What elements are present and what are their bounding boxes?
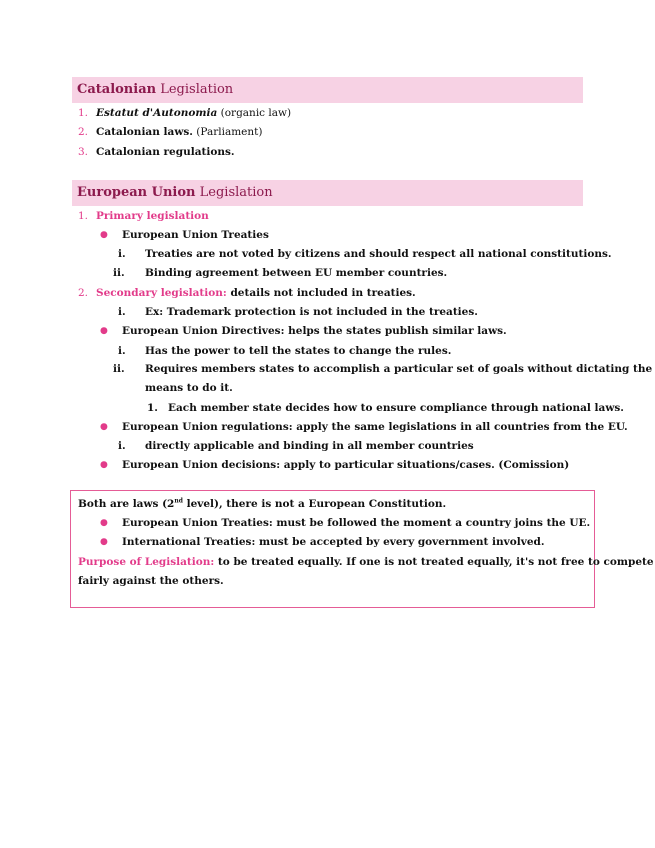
summary-line-1-a: Both are laws (2	[78, 498, 175, 510]
summary-bullet-1: European Union Treaties: must be followed the moment a country joins the UE.	[122, 517, 591, 529]
catalonian-heading	[72, 77, 583, 103]
secondary-number: 2.	[78, 287, 89, 299]
directives-line	[122, 324, 507, 338]
directives-item-1: Has the power to tell the states to change the rules.	[145, 345, 452, 357]
bullet-icon: ●	[100, 230, 108, 240]
example-rest: Trademark protection is not included in the treaties.	[163, 306, 478, 318]
bullet-icon: ●	[100, 537, 108, 547]
directives-sub-marker: 1.	[147, 402, 158, 414]
decisions-line	[122, 458, 569, 472]
example-marker: i.	[118, 306, 126, 318]
directives-item-1-marker: i.	[118, 345, 126, 357]
treaties-item-2: Binding agreement between EU member countries.	[145, 267, 448, 279]
directives-sub-item: Each member state decides how to ensure compliance through national laws.	[168, 402, 624, 414]
secondary-line	[96, 286, 416, 300]
catalonian-item-1-number: 1.	[78, 107, 89, 119]
catalonian-item-2-number: 2.	[78, 126, 89, 138]
bullet-icon: ●	[100, 460, 108, 470]
directives-item-2-cont: means to do it.	[145, 382, 233, 394]
secondary-label-rest: details not included in treaties.	[226, 287, 416, 299]
bullet-icon: ●	[100, 422, 108, 432]
directives-item-2: Requires members states to accomplish a particular set of goals without dictating the	[145, 363, 653, 375]
treaties-item-1: Treaties are not voted by citizens and should respect all national constitutions.	[145, 248, 612, 260]
regulations-line	[122, 420, 628, 434]
primary-number: 1.	[78, 210, 89, 222]
purpose-label: Purpose of Legislation:	[78, 556, 215, 568]
directives-rest: helps the states publish similar laws.	[284, 325, 507, 337]
example-bold: Ex:	[145, 306, 164, 318]
summary-line-1-b: level), there is not a European Constitution.	[182, 498, 447, 510]
eu-heading-rest: Legislation	[195, 185, 273, 200]
example-line	[145, 305, 478, 319]
catalonian-item-1	[96, 106, 291, 120]
catalonian-item-3-number: 3.	[78, 146, 89, 158]
decisions-bold: European Union decisions:	[122, 459, 281, 471]
catalonian-item-1-rest: (organic law)	[217, 107, 292, 119]
summary-line-1-sup: nd	[174, 497, 183, 505]
treaties-item-1-marker: i.	[118, 248, 126, 260]
purpose-line-2: fairly against the others.	[78, 575, 224, 587]
catalonian-heading-bold: Catalonian	[77, 82, 157, 97]
regulations-item: directly applicable and binding in all member countries	[145, 440, 474, 452]
catalonian-item-2-rest: (Parliament)	[192, 126, 263, 138]
catalonian-item-3-bold: Catalonian regulations.	[96, 146, 235, 158]
bullet-icon: ●	[100, 518, 108, 528]
catalonian-item-3	[96, 145, 235, 159]
regulations-item-marker: i.	[118, 440, 126, 452]
purpose-line	[78, 555, 654, 569]
eu-treaties-bullet: European Union Treaties	[122, 229, 269, 241]
decisions-rest: apply to particular situations/cases. (Comission)	[280, 459, 570, 471]
directives-item-2-marker: ii.	[113, 363, 125, 375]
treaties-item-2-marker: ii.	[113, 267, 125, 279]
directives-bold: European Union Directives:	[122, 325, 285, 337]
secondary-label: Secondary legislation:	[96, 287, 227, 299]
eu-heading	[72, 180, 583, 206]
eu-heading-bold: European Union	[77, 185, 196, 200]
catalonian-item-2	[96, 125, 262, 139]
bullet-icon: ●	[100, 326, 108, 336]
regulations-rest: apply the same legislations in all countries from the EU.	[292, 421, 628, 433]
summary-line-1	[78, 497, 446, 511]
catalonian-item-2-bold: Catalonian laws.	[96, 126, 193, 138]
regulations-bold: European Union regulations:	[122, 421, 293, 433]
primary-label: Primary legislation	[96, 210, 209, 222]
purpose-text: to be treated equally. If one is not treated equally, it's not free to compete	[214, 556, 654, 568]
catalonian-item-1-bold: Estatut d'Autonomia	[96, 107, 218, 119]
summary-bullet-2: International Treaties: must be accepted by every government involved.	[122, 536, 545, 548]
catalonian-heading-rest: Legislation	[156, 82, 234, 97]
